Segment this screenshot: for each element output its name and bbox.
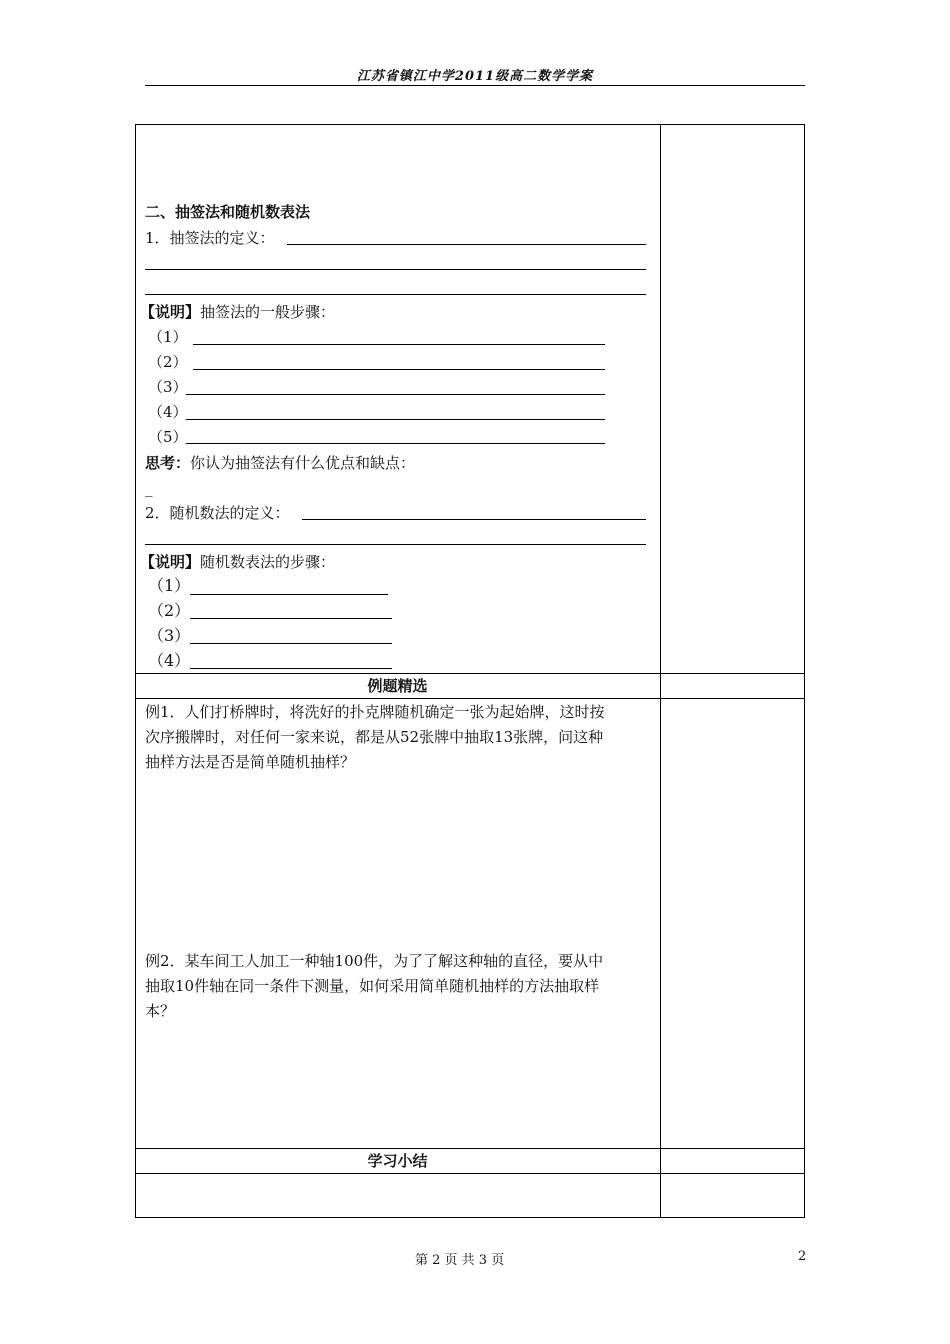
note-lottery-steps bbox=[140, 302, 335, 322]
example-1-line: 例1．人们打桥牌时，将洗好的扑克牌随机确定一张为起始牌，这时按 bbox=[145, 703, 605, 721]
random-step-label: （3） bbox=[148, 626, 191, 645]
note-bracket: 【说明】 bbox=[140, 553, 201, 571]
think-label: 思考： bbox=[145, 454, 191, 472]
examples-heading: 例题精选 bbox=[367, 677, 428, 695]
answer-line bbox=[186, 394, 605, 395]
lottery-step-label: （3） bbox=[148, 378, 188, 396]
row-divider-summary-top bbox=[135, 1148, 805, 1149]
summary-heading: 学习小结 bbox=[367, 1152, 428, 1170]
row-divider-examples-top bbox=[135, 673, 805, 674]
example-2-line: 本？ bbox=[145, 1002, 176, 1020]
answer-line bbox=[302, 519, 646, 520]
answer-line bbox=[145, 294, 646, 295]
random-step-label: （4） bbox=[148, 651, 191, 670]
answer-line bbox=[145, 269, 646, 270]
example-2-line: 例2．某车间工人加工一种轴100件，为了了解这种轴的直径，要从中 bbox=[145, 952, 604, 970]
answer-line bbox=[193, 344, 605, 345]
row-divider-examples-bottom bbox=[135, 698, 805, 699]
answer-line bbox=[186, 419, 605, 420]
note-random-steps bbox=[140, 552, 335, 572]
answer-line bbox=[190, 643, 392, 644]
example-1-line: 次序搬牌时，对任何一家来说，都是从52张牌中抽取13张牌，问这种 bbox=[145, 728, 604, 746]
answer-line bbox=[287, 244, 646, 245]
answer-line bbox=[186, 443, 605, 444]
header-title: 江苏省镇江中学2011级高二数学学案 bbox=[356, 69, 594, 84]
answer-line bbox=[190, 668, 392, 669]
lottery-step-label: （2） bbox=[148, 353, 188, 371]
lottery-step-label: （4） bbox=[148, 403, 188, 421]
section-heading: 二、抽签法和随机数表法 bbox=[145, 203, 311, 221]
random-number-definition-label: 2．随机数法的定义： bbox=[145, 504, 290, 522]
table-column-divider bbox=[660, 124, 661, 1218]
lottery-step-label: （1） bbox=[148, 328, 188, 346]
example-2-line: 抽取10件轴在同一条件下测量，如何采用简单随机抽样的方法抽取样 bbox=[145, 977, 600, 995]
worksheet-table bbox=[135, 124, 805, 1218]
lottery-step-label: （5） bbox=[148, 428, 188, 446]
random-step-label: （1） bbox=[148, 576, 191, 595]
header-rule bbox=[145, 85, 805, 86]
think-blank: _ bbox=[145, 479, 153, 497]
answer-line bbox=[193, 369, 605, 370]
answer-line bbox=[190, 618, 392, 619]
footer-page-number: 2 bbox=[798, 1249, 807, 1264]
think-question bbox=[145, 453, 415, 473]
answer-line bbox=[145, 544, 646, 545]
lottery-definition-label: 1．抽签法的定义： bbox=[145, 229, 275, 247]
note-bracket: 【说明】 bbox=[140, 303, 201, 321]
answer-line bbox=[190, 594, 388, 595]
note-text: 随机数表法的步骤： bbox=[200, 553, 336, 571]
row-divider-summary-bottom bbox=[135, 1173, 805, 1174]
think-text: 你认为抽签法有什么优点和缺点： bbox=[190, 454, 416, 472]
random-step-label: （2） bbox=[148, 601, 191, 620]
note-text: 抽签法的一般步骤： bbox=[200, 303, 336, 321]
example-1-line: 抽样方法是否是简单随机抽样？ bbox=[145, 753, 356, 771]
footer-page-text: 第 2 页 共 3 页 bbox=[415, 1253, 505, 1268]
